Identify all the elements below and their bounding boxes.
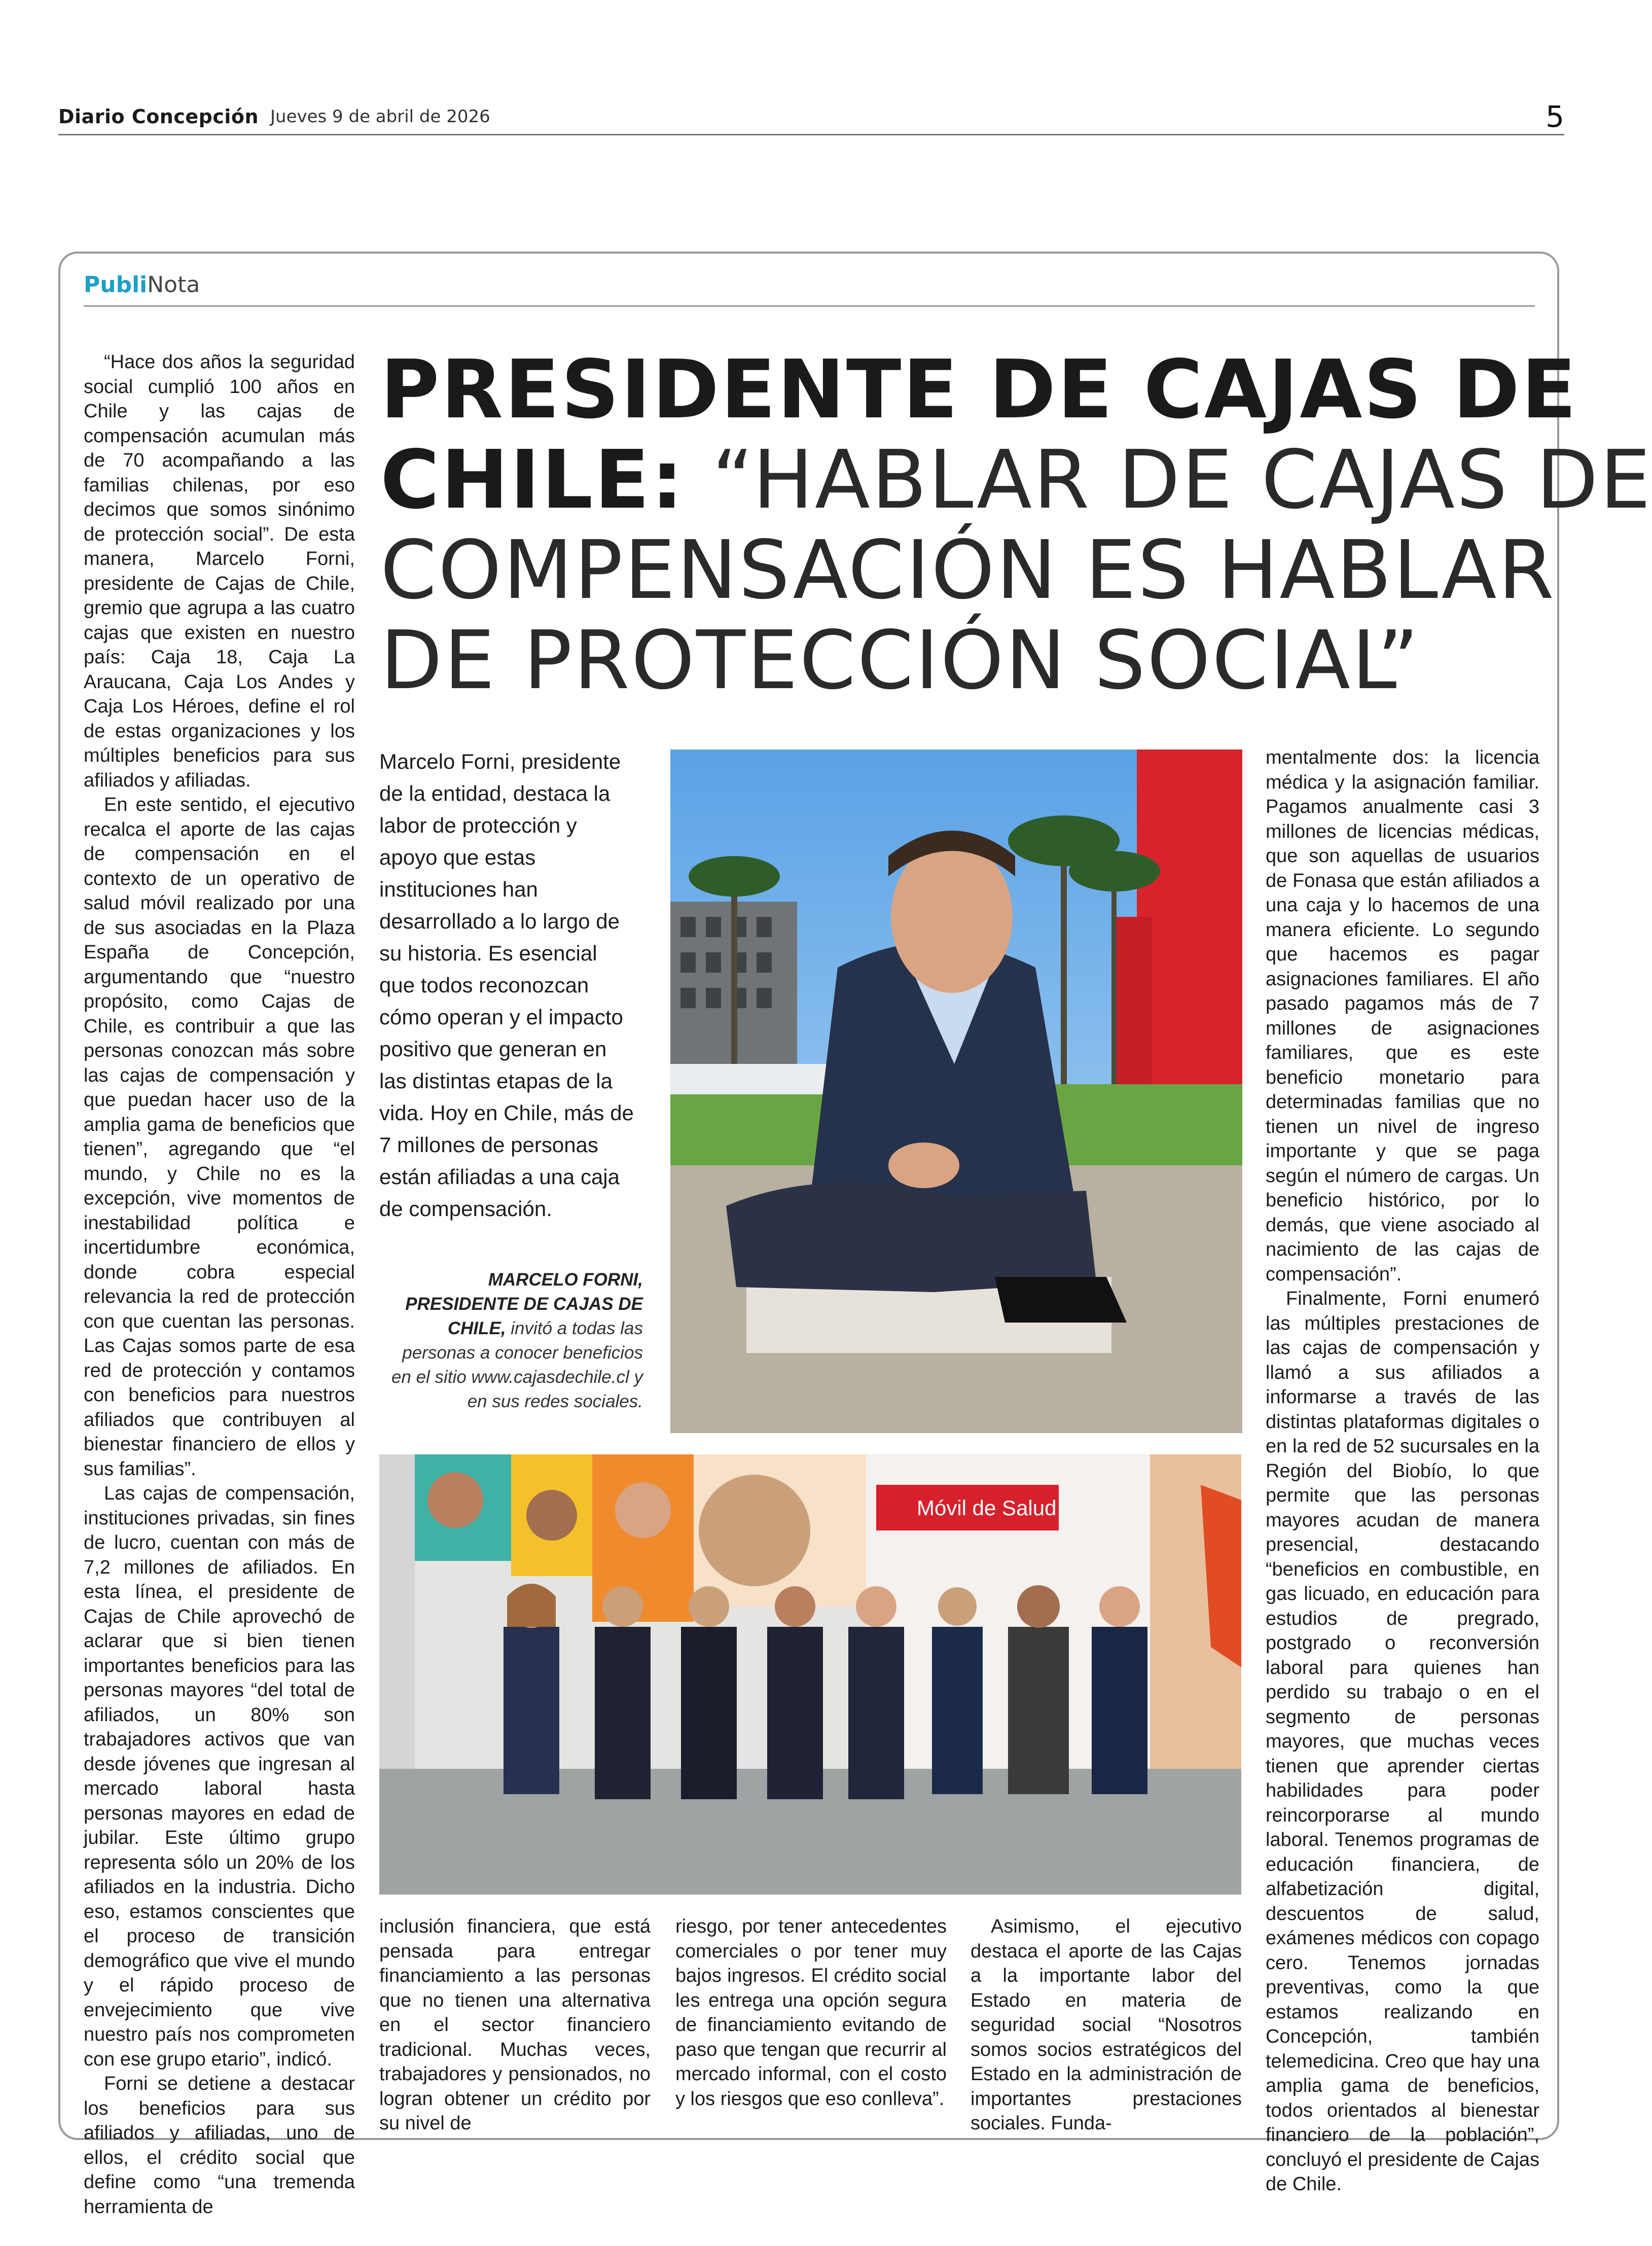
kicker-nota: Nota xyxy=(147,272,200,298)
headline-line-1 xyxy=(380,343,1578,437)
paragraph: Asimismo, el ejecutivo destaca el aporte de las Cajas a la importante labor del Estado en materia de seguridad social “Nosotros somos socios estratégicos del Estado en la administración de importantes prestaciones sociales. Funda- xyxy=(971,1916,1242,2134)
group-photo-illustration xyxy=(379,1454,1241,1895)
paragraph: mentalmente dos: la licencia médica y la asignación familiar. Pagamos anualmente casi 3 millones de licencias médicas, que son aquellas de usuarios de Fonasa que están afiliados a una caja y lo hacemos de una manera eficiente. Lo segundo que hacemos es pagar asignaciones familiares. El año pasado pagamos más de 7 millones de asignaciones familiares, que es este beneficio monetario para determinadas familias que no tienen un nivel de ingreso importante y que se paga según el número de cargas. Un beneficio histórico, por lo demás, que viene asociado al nacimiento de las cajas de compensación”. xyxy=(1266,747,1539,1285)
caption-name: MARCELO FORNI, PRESIDENTE DE CAJAS DE CHILE, xyxy=(405,1270,643,1338)
headline-light: DE PROTECCIÓN SOCIAL” xyxy=(380,614,1421,707)
body-column-1 xyxy=(84,350,355,2218)
truck-label: Móvil de Salud xyxy=(917,1496,1057,1520)
paragraph: Forni se detiene a destacar los beneficios para sus afiliados y afiliadas, uno de ellos, el crédito social que define como “una tremenda herramienta de xyxy=(84,2073,355,2218)
paragraph: Finalmente, Forni enumeró las múltiples prestaciones de las cajas de compensación y llamó a sus afiliados a informarse a través de las distintas plataformas digitales o en la red de 52 sucursales en la Región del Biobío, lo que permite que las personas mayores acudan de manera presencial, destacando “beneficios en combustible, en gas licuado, en educación para estudios de pregrado, postgrado o reconversión laboral para quienes han perdido su trabajo o en el segmento de personas mayores, que muchas veces tienen que aprender ciertas habilidades para poder reincorporarse al mundo laboral. Tenemos programas de educación financiera, de alfabetización digital, descuentos de salud, exámenes médicos con copago cero. Tenemos jornadas preventivas, como la que estamos realizando en Concepción, también telemedicina. Creo que hay una amplia gama de beneficios, todos orientados al bienestar financiero de la población”, concluyó el presidente de Cajas de Chile. xyxy=(1266,1288,1539,2195)
headline-line-4 xyxy=(380,616,1557,706)
group-photo xyxy=(379,1454,1241,1895)
section-kicker xyxy=(84,272,200,298)
headline-light: “HABLAR DE CAJAS DE xyxy=(685,433,1652,527)
portrait-photo xyxy=(670,750,1242,1433)
headline-line-3 xyxy=(380,525,1557,616)
portrait-photo-illustration xyxy=(670,750,1242,1433)
body-column-right xyxy=(1266,745,1539,2195)
lead-paragraph: Marcelo Forni, presidente de la entidad, destaca la labor de protección y apoyo que estas instituciones han desarrollado a lo largo de su historia. Es esencial que todos reconozcan cómo operan y el impacto positivo que generan en las distintas etapas de la vida. Hoy en Chile, más de 7 millones de personas están afiliadas a una caja de compensación. xyxy=(379,750,634,1221)
paragraph: En este sentido, el ejecutivo recalca el aporte de las cajas de compensación en el contexto de un operativo de salud móvil realizado por una de sus asociadas en la Plaza España de Concepción, argumentando que “nuestro propósito, como Cajas de Chile, es contribuir a que las personas conozcan más sobre las cajas de compensación y que puedan hacer uso de la amplia gama de beneficios que tienen”, agregando que “el mundo, y Chile no es la excepción, vive momentos de inestabilidad política e incertidumbre económica, donde cobra especial relevancia la red de protección con que cuentan las personas. Las Cajas somos parte de esa red de protección y contamos con beneficios para nuestros afiliados que contribuyen al bienestar financiero de ellos y sus familias”. xyxy=(84,794,355,1480)
body-column-bottom-2 xyxy=(675,1914,947,2111)
headline-light: COMPENSACIÓN ES HABLAR xyxy=(380,523,1556,617)
headline-bold: PRESIDENTE DE CAJAS DE xyxy=(380,343,1578,437)
body-column-bottom-1 xyxy=(379,1914,651,2136)
paragraph: riesgo, por tener antecedentes comerciales o por tener muy bajos ingresos. El crédito social les entrega una opción segura de financiamiento evitando de paso que tengan que recurrir al mercado informal, con el costo y los riesgos que eso conlleva”. xyxy=(675,1916,947,2110)
paragraph: “Hace dos años la seguridad social cumplió 100 años en Chile y las cajas de compensación acumulan más de 70 acompañando a las familias chilenas, por eso decimos que somos sinónimo de protección social”. De esta manera, Marcelo Forni, presidente de Cajas de Chile, gremio que agrupa a las cuatro cajas que existen en nuestro país: Caja 18, Caja La Araucana, Caja Los Andes y Caja Los Héroes, define el rol de estas organizaciones y los múltiples beneficios para sus afiliados y afiliadas. xyxy=(84,351,355,791)
headline-line-2 xyxy=(380,433,1652,527)
headline-bold: CHILE: xyxy=(380,433,685,527)
headline xyxy=(380,343,1652,707)
caption-text: invitó a todas las personas a conocer beneficios en el sitio www.cajasdechile.cl y en sus redes sociales. xyxy=(391,1318,643,1411)
kicker-divider xyxy=(84,305,1535,307)
paragraph: Las cajas de compensación, instituciones privadas, sin fines de lucro, cuentan con más de 7,2 millones de afiliados. En esta línea, el presidente de Cajas de Chile aprovechó de aclarar que si bien tienen importantes beneficios para las personas mayores “del total de afiliados, un 80% son trabajadores activos que van desde jóvenes que ingresan al mercado laboral hasta personas mayores en edad de jubilar. Este último grupo representa sólo un 20% de los afiliados en la industria. Dicho eso, estamos conscientes que el proceso de transición demográfico que vive el mundo y el rápido proceso de envejecimiento que vive nuestro país nos comprometen con ese grupo etario”, indicó. xyxy=(84,1483,355,2070)
page-number: 5 xyxy=(1546,99,1564,134)
paragraph: inclusión financiera, que está pensada para entregar financiamiento a las personas que no tienen una alternativa en el sector financiero tradicional. Muchas veces, trabajadores y pensionados, no logran obtener un crédito por su nivel de xyxy=(379,1916,651,2134)
issue-date: Jueves 9 de abril de 2026 xyxy=(270,106,490,127)
page-header xyxy=(58,99,1564,135)
body-column-bottom-3 xyxy=(971,1914,1242,2136)
newspaper-name: Diario Concepción xyxy=(58,105,259,128)
kicker-publi: Publi xyxy=(84,272,148,298)
photo-caption xyxy=(379,1268,643,1414)
